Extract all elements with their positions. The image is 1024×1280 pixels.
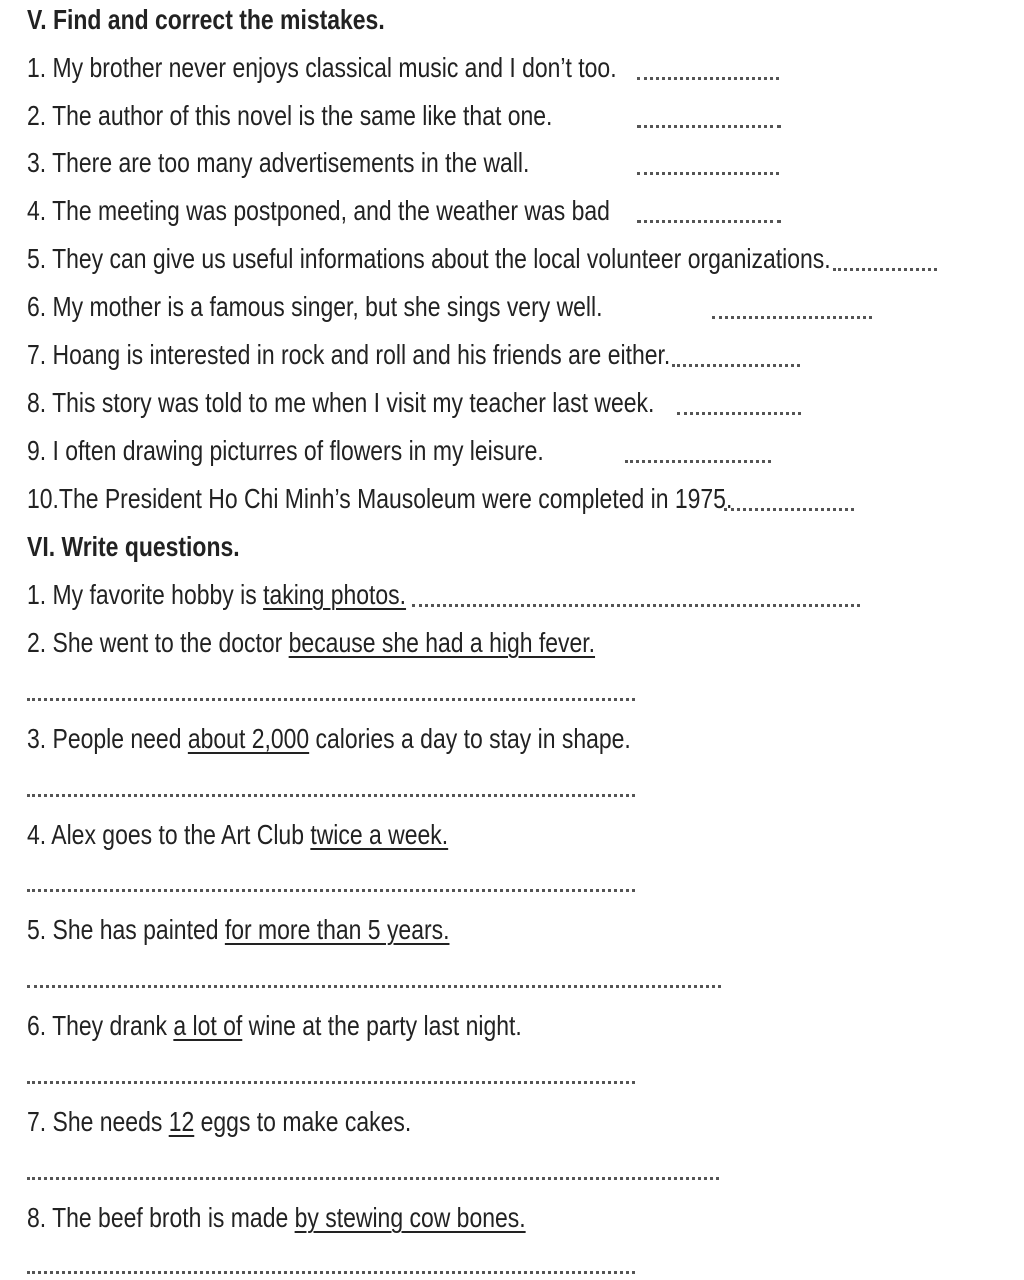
question-item-2: 2. She went to the doctor because she had a high fever. [27, 627, 596, 658]
answer-blank-3[interactable] [637, 172, 779, 175]
question-item-8: 8. The beef broth is made by stewing cow bones. [27, 1202, 526, 1233]
mistake-item-3: 3. There are too many advertisements in the wall. [27, 147, 530, 178]
answer-blank-6[interactable] [712, 316, 872, 319]
underlined-phrase: taking photos. [263, 579, 407, 610]
answer-line-5[interactable] [27, 985, 721, 988]
answer-blank-2[interactable] [637, 125, 781, 128]
answer-blank-8[interactable] [677, 412, 801, 415]
section-6-title: VI. Write questions. [27, 531, 240, 562]
underlined-phrase: by stewing cow bones. [294, 1202, 526, 1233]
answer-blank-7[interactable] [672, 364, 800, 367]
answer-line-7[interactable] [27, 1177, 719, 1180]
answer-line-8[interactable] [27, 1271, 635, 1274]
mistake-item-5: 5. They can give us useful informations about the local volunteer organizations. [27, 243, 831, 274]
answer-line-2[interactable] [27, 698, 635, 701]
answer-line-3[interactable] [27, 794, 635, 797]
underlined-phrase: 12 [168, 1106, 195, 1137]
mistake-item-9: 9. I often drawing picturres of flowers in my leisure. [27, 435, 544, 466]
question-item-5: 5. She has painted for more than 5 years. [27, 914, 450, 945]
answer-line-6[interactable] [27, 1081, 635, 1084]
answer-line-1[interactable] [412, 604, 860, 607]
question-item-6: 6. They drank a lot of wine at the party last night. [27, 1010, 522, 1041]
answer-blank-10[interactable] [724, 508, 854, 511]
answer-blank-9[interactable] [625, 460, 771, 463]
mistake-item-10: 10.The President Ho Chi Minh’s Mausoleum were completed in 1975. [27, 483, 733, 514]
question-item-7: 7. She needs 12 eggs to make cakes. [27, 1106, 412, 1137]
mistake-item-1: 1. My brother never enjoys classical music and I don’t too. [27, 52, 617, 83]
mistake-item-2: 2. The author of this novel is the same like that one. [27, 100, 553, 131]
mistake-item-4: 4. The meeting was postponed, and the weather was bad [27, 195, 610, 226]
underlined-phrase: for more than 5 years. [224, 914, 450, 945]
question-item-3: 3. People need about 2,000 calories a day to stay in shape. [27, 723, 631, 754]
answer-blank-4[interactable] [637, 220, 781, 223]
answer-line-4[interactable] [27, 889, 635, 892]
underlined-phrase: a lot of [173, 1010, 243, 1041]
underlined-phrase: twice a week. [310, 819, 449, 850]
mistake-item-8: 8. This story was told to me when I visit my teacher last week. [27, 387, 655, 418]
question-item-1: 1. My favorite hobby is taking photos. [27, 579, 407, 610]
underlined-phrase: about 2,000 [187, 723, 310, 754]
answer-blank-1[interactable] [637, 77, 779, 80]
underlined-phrase: because she had a high fever. [288, 627, 596, 658]
mistake-item-7: 7. Hoang is interested in rock and roll and his friends are either. [27, 339, 671, 370]
answer-blank-5[interactable] [833, 268, 937, 271]
mistake-item-6: 6. My mother is a famous singer, but she sings very well. [27, 291, 603, 322]
section-5-title: V. Find and correct the mistakes. [27, 4, 385, 35]
question-item-4: 4. Alex goes to the Art Club twice a week. [27, 819, 449, 850]
